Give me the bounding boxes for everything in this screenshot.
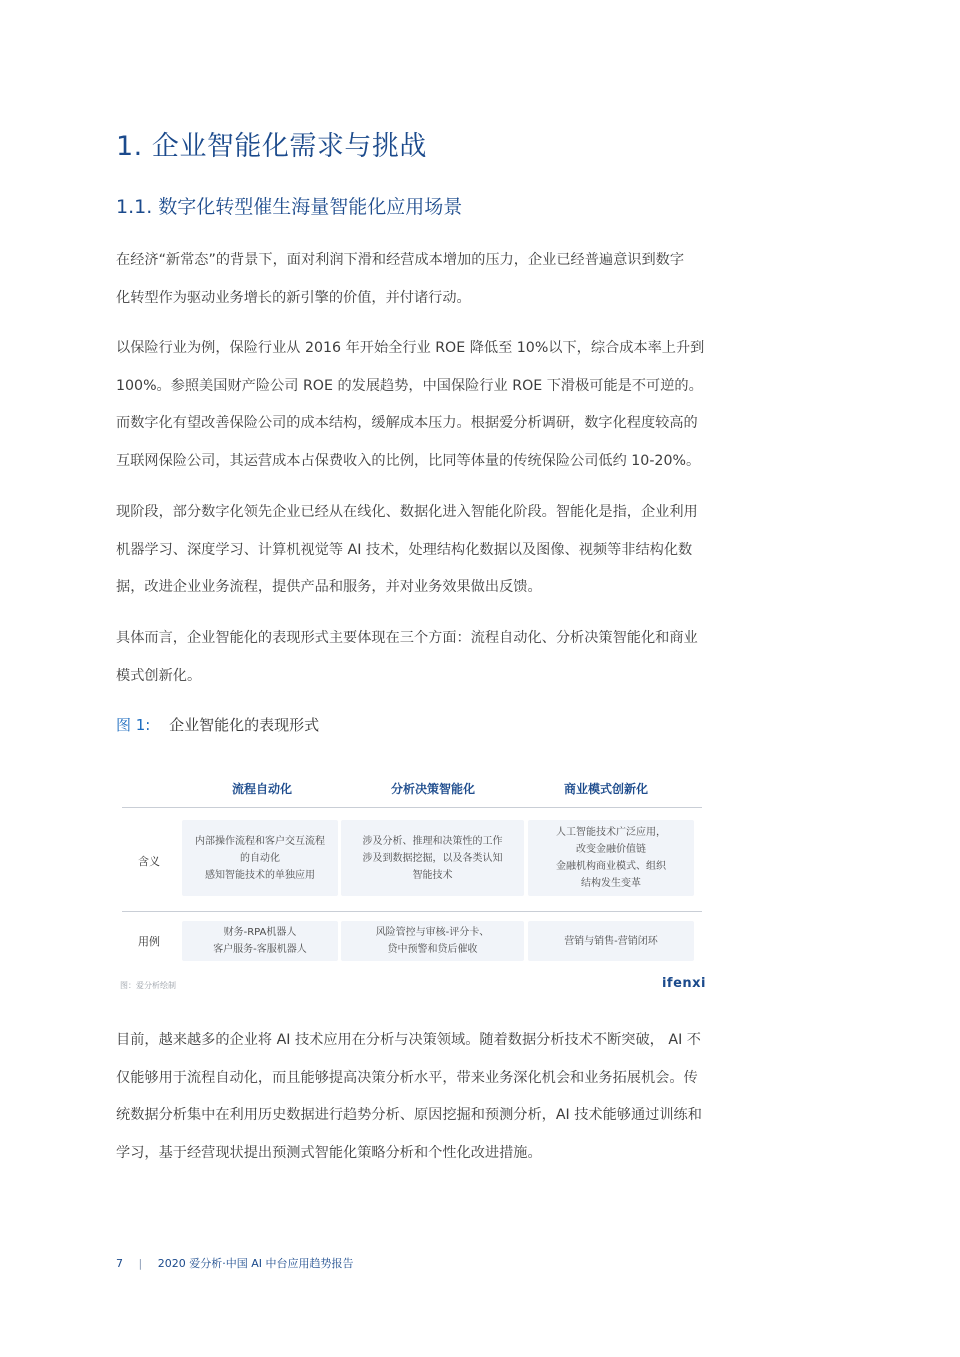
figure-title: 企业智能化的表现形式 <box>169 716 320 734</box>
cell-line: 内部操作流程和客户交互流程 <box>195 835 325 847</box>
cell-line: 风险管控与审核-评分卡、 <box>375 927 490 938</box>
figure-caption <box>116 714 319 735</box>
report-title: 2020 爱分析·中国 AI 中台应用趋势报告 <box>157 1257 354 1270</box>
cell-line: 财务-RPA机器人 <box>223 927 297 938</box>
paragraph-forms <box>116 620 712 695</box>
cell-line: 改变金融价值链 <box>576 844 646 855</box>
table-cell <box>182 820 338 896</box>
paragraph-insurance <box>116 330 712 480</box>
text-line: 机器学习、深度学习、计算机视觉等 AI 技术，处理结构化数据以及图像、视频等非结构化数 <box>116 541 693 558</box>
row-label-use-cases: 用例 <box>138 935 160 948</box>
cell-line: 贷中预警和贷后催收 <box>387 944 478 955</box>
table-cell <box>528 921 694 961</box>
text-line: 100%。参照美国财产险公司 ROE 的发展趋势，中国保险行业 ROE 下滑极可能是不可逆的。 <box>116 377 703 394</box>
header-divider <box>122 807 702 808</box>
text-line: 仅能够用于流程自动化，而且能够提高决策分析水平，带来业务深化机会和业务拓展机会。传 <box>116 1069 698 1086</box>
cell-line: 智能技术 <box>412 869 453 881</box>
table-cell <box>341 820 524 896</box>
section-heading: 1. 企业智能化需求与挑战 <box>116 131 427 162</box>
text-line: 以保险行业为例，保险行业从 2016 年开始全行业 ROE 降低至 10%以下，综合成本率上升到 <box>116 340 705 356</box>
text-line: 在经济“新常态”的背景下，面对利润下滑和经营成本增加的压力，企业已经普遍意识到数字 <box>116 252 685 268</box>
cell-line: 结构发生变革 <box>581 878 641 889</box>
column-header-business-innovation: 商业模式创新化 <box>563 782 648 796</box>
cell-line: 涉及到数据挖掘，以及各类认知 <box>362 852 503 864</box>
text-line: 目前，越来越多的企业将 AI 技术应用在分析与决策领域。随着数据分析技术不断突破， AI 不 <box>116 1032 701 1048</box>
text-line: 统数据分析集中在利用历史数据进行趋势分析、原因挖掘和预测分析，AI 技术能够通过训练和 <box>116 1107 702 1123</box>
cell-line: 客户服务-客服机器人 <box>213 944 307 955</box>
cell-line: 涉及分析、推理和决策性的工作 <box>362 835 503 847</box>
text-line: 互联网保险公司，其运营成本占保费收入的比例，比同等体量的传统保险公司低约 10-20%。 <box>116 452 701 469</box>
row-divider <box>122 911 702 912</box>
cell-line: 金融机构商业模式、组织 <box>556 861 666 872</box>
text-line: 具体而言，企业智能化的表现形式主要体现在三个方面：流程自动化、分析决策智能化和商业 <box>116 630 698 646</box>
text-line: 学习，基于经营现状提出预测式智能化策略分析和个性化改进措施。 <box>116 1144 542 1161</box>
table-cell <box>182 921 338 961</box>
page-footer <box>116 1255 353 1271</box>
figure-table <box>116 764 712 1004</box>
subsection-heading: 1.1. 数字化转型催生海量智能化应用场景 <box>116 196 463 218</box>
ifenxi-logo: ifenxi <box>661 976 706 991</box>
row-label-meaning: 含义 <box>138 855 160 868</box>
text-line: 据，改进企业业务流程，提供产品和服务，并对业务效果做出反馈。 <box>116 579 542 595</box>
cell-line: 营销与销售-营销闭环 <box>564 935 658 947</box>
cell-line: 感知智能技术的单独应用 <box>205 869 315 881</box>
column-header-decision-intelligence: 分析决策智能化 <box>390 782 475 796</box>
paragraph-intelligence <box>116 494 712 607</box>
text-line: 现阶段，部分数字化领先企业已经从在线化、数据化进入智能化阶段。智能化是指，企业利用 <box>116 504 698 520</box>
text-line: 而数字化有望改善保险公司的成本结构，缓解成本压力。根据爱分析调研，数字化程度较高的 <box>116 415 698 431</box>
table-cell <box>341 921 524 961</box>
text-line: 化转型作为驱动业务增长的新引擎的价值，并付诸行动。 <box>116 289 471 306</box>
paragraph-analysis <box>116 1022 712 1172</box>
text-line: 模式创新化。 <box>116 667 202 684</box>
figure-label: 图 1: <box>116 716 151 734</box>
cell-line: 人工智能技术广泛应用， <box>556 827 666 838</box>
footer-separator: | <box>138 1257 143 1270</box>
table-cell <box>528 820 694 896</box>
column-header-process-automation: 流程自动化 <box>231 782 292 796</box>
figure-source: 图：爱分析绘制 <box>120 981 176 990</box>
paragraph-intro <box>116 242 712 317</box>
page-number: 7 <box>116 1257 123 1270</box>
cell-line: 的自动化 <box>240 852 280 864</box>
